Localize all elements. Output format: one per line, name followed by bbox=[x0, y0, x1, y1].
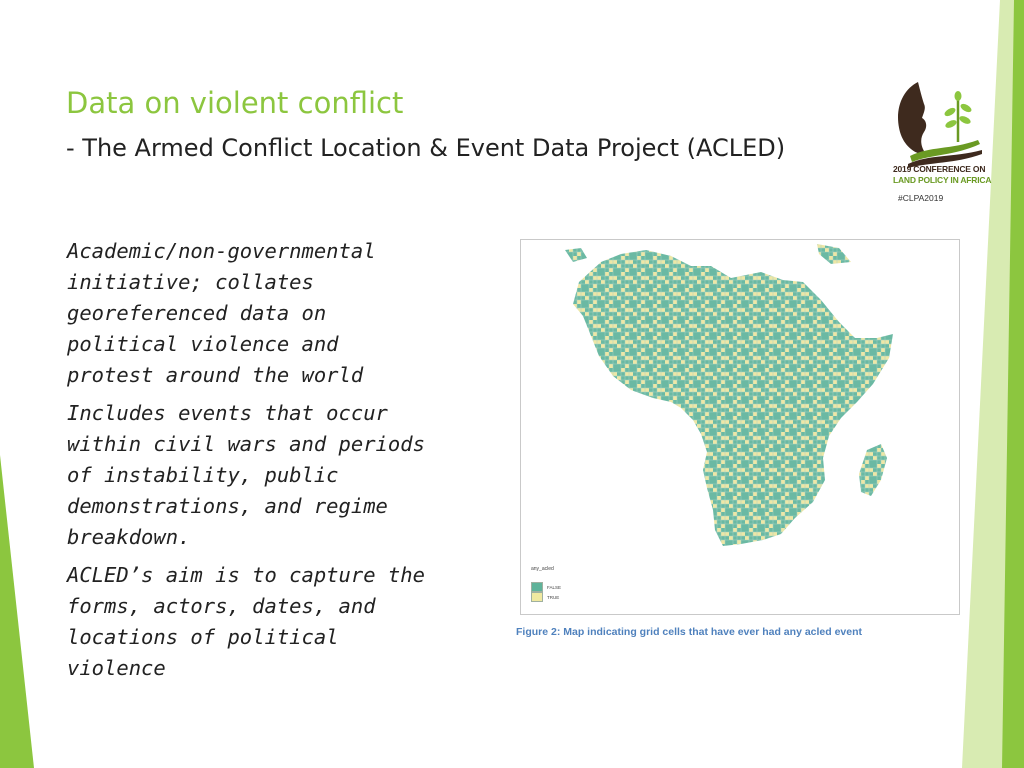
madagascar bbox=[859, 444, 887, 496]
arabian-peninsula-fragment bbox=[817, 244, 851, 264]
logo-text-line2: LAND POLICY IN AFRICA bbox=[893, 175, 992, 185]
acled-map-figure bbox=[520, 239, 960, 615]
bullet-item: Academic/non-governmental initiative; collates georeferenced data on political violence and protest around the world bbox=[67, 239, 376, 387]
legend-item bbox=[531, 592, 559, 602]
africa-mainland bbox=[573, 250, 893, 546]
legend-item bbox=[531, 582, 561, 592]
slide-subtitle: - The Armed Conflict Location & Event Data Project (ACLED) bbox=[66, 134, 786, 162]
legend-label: TRUE bbox=[547, 594, 560, 600]
bullet-item: Includes events that occur within civil wars and periods of instability, public demonstrations, and regime breakdown. bbox=[67, 401, 425, 549]
legend-swatch-true bbox=[531, 592, 543, 602]
conference-hashtag: #CLPA2019 bbox=[898, 193, 944, 203]
left-accent-bar bbox=[0, 455, 34, 768]
logo-text-line1: 2019 CONFERENCE ON bbox=[893, 164, 986, 174]
legend-title: any_acled bbox=[531, 566, 554, 572]
figure-caption: Figure 2: Map indicating grid cells that have ever had any acled event bbox=[516, 626, 863, 638]
legend-label: FALSE bbox=[547, 584, 562, 590]
africa-grid-map bbox=[521, 240, 959, 614]
body-text bbox=[67, 236, 427, 691]
bullet-item: ACLED’s aim is to capture the forms, actors, dates, and locations of political violence bbox=[67, 563, 425, 680]
iberia-fragment bbox=[565, 248, 587, 262]
slide-title: Data on violent conflict bbox=[66, 86, 404, 120]
legend-swatch-false bbox=[531, 582, 543, 592]
